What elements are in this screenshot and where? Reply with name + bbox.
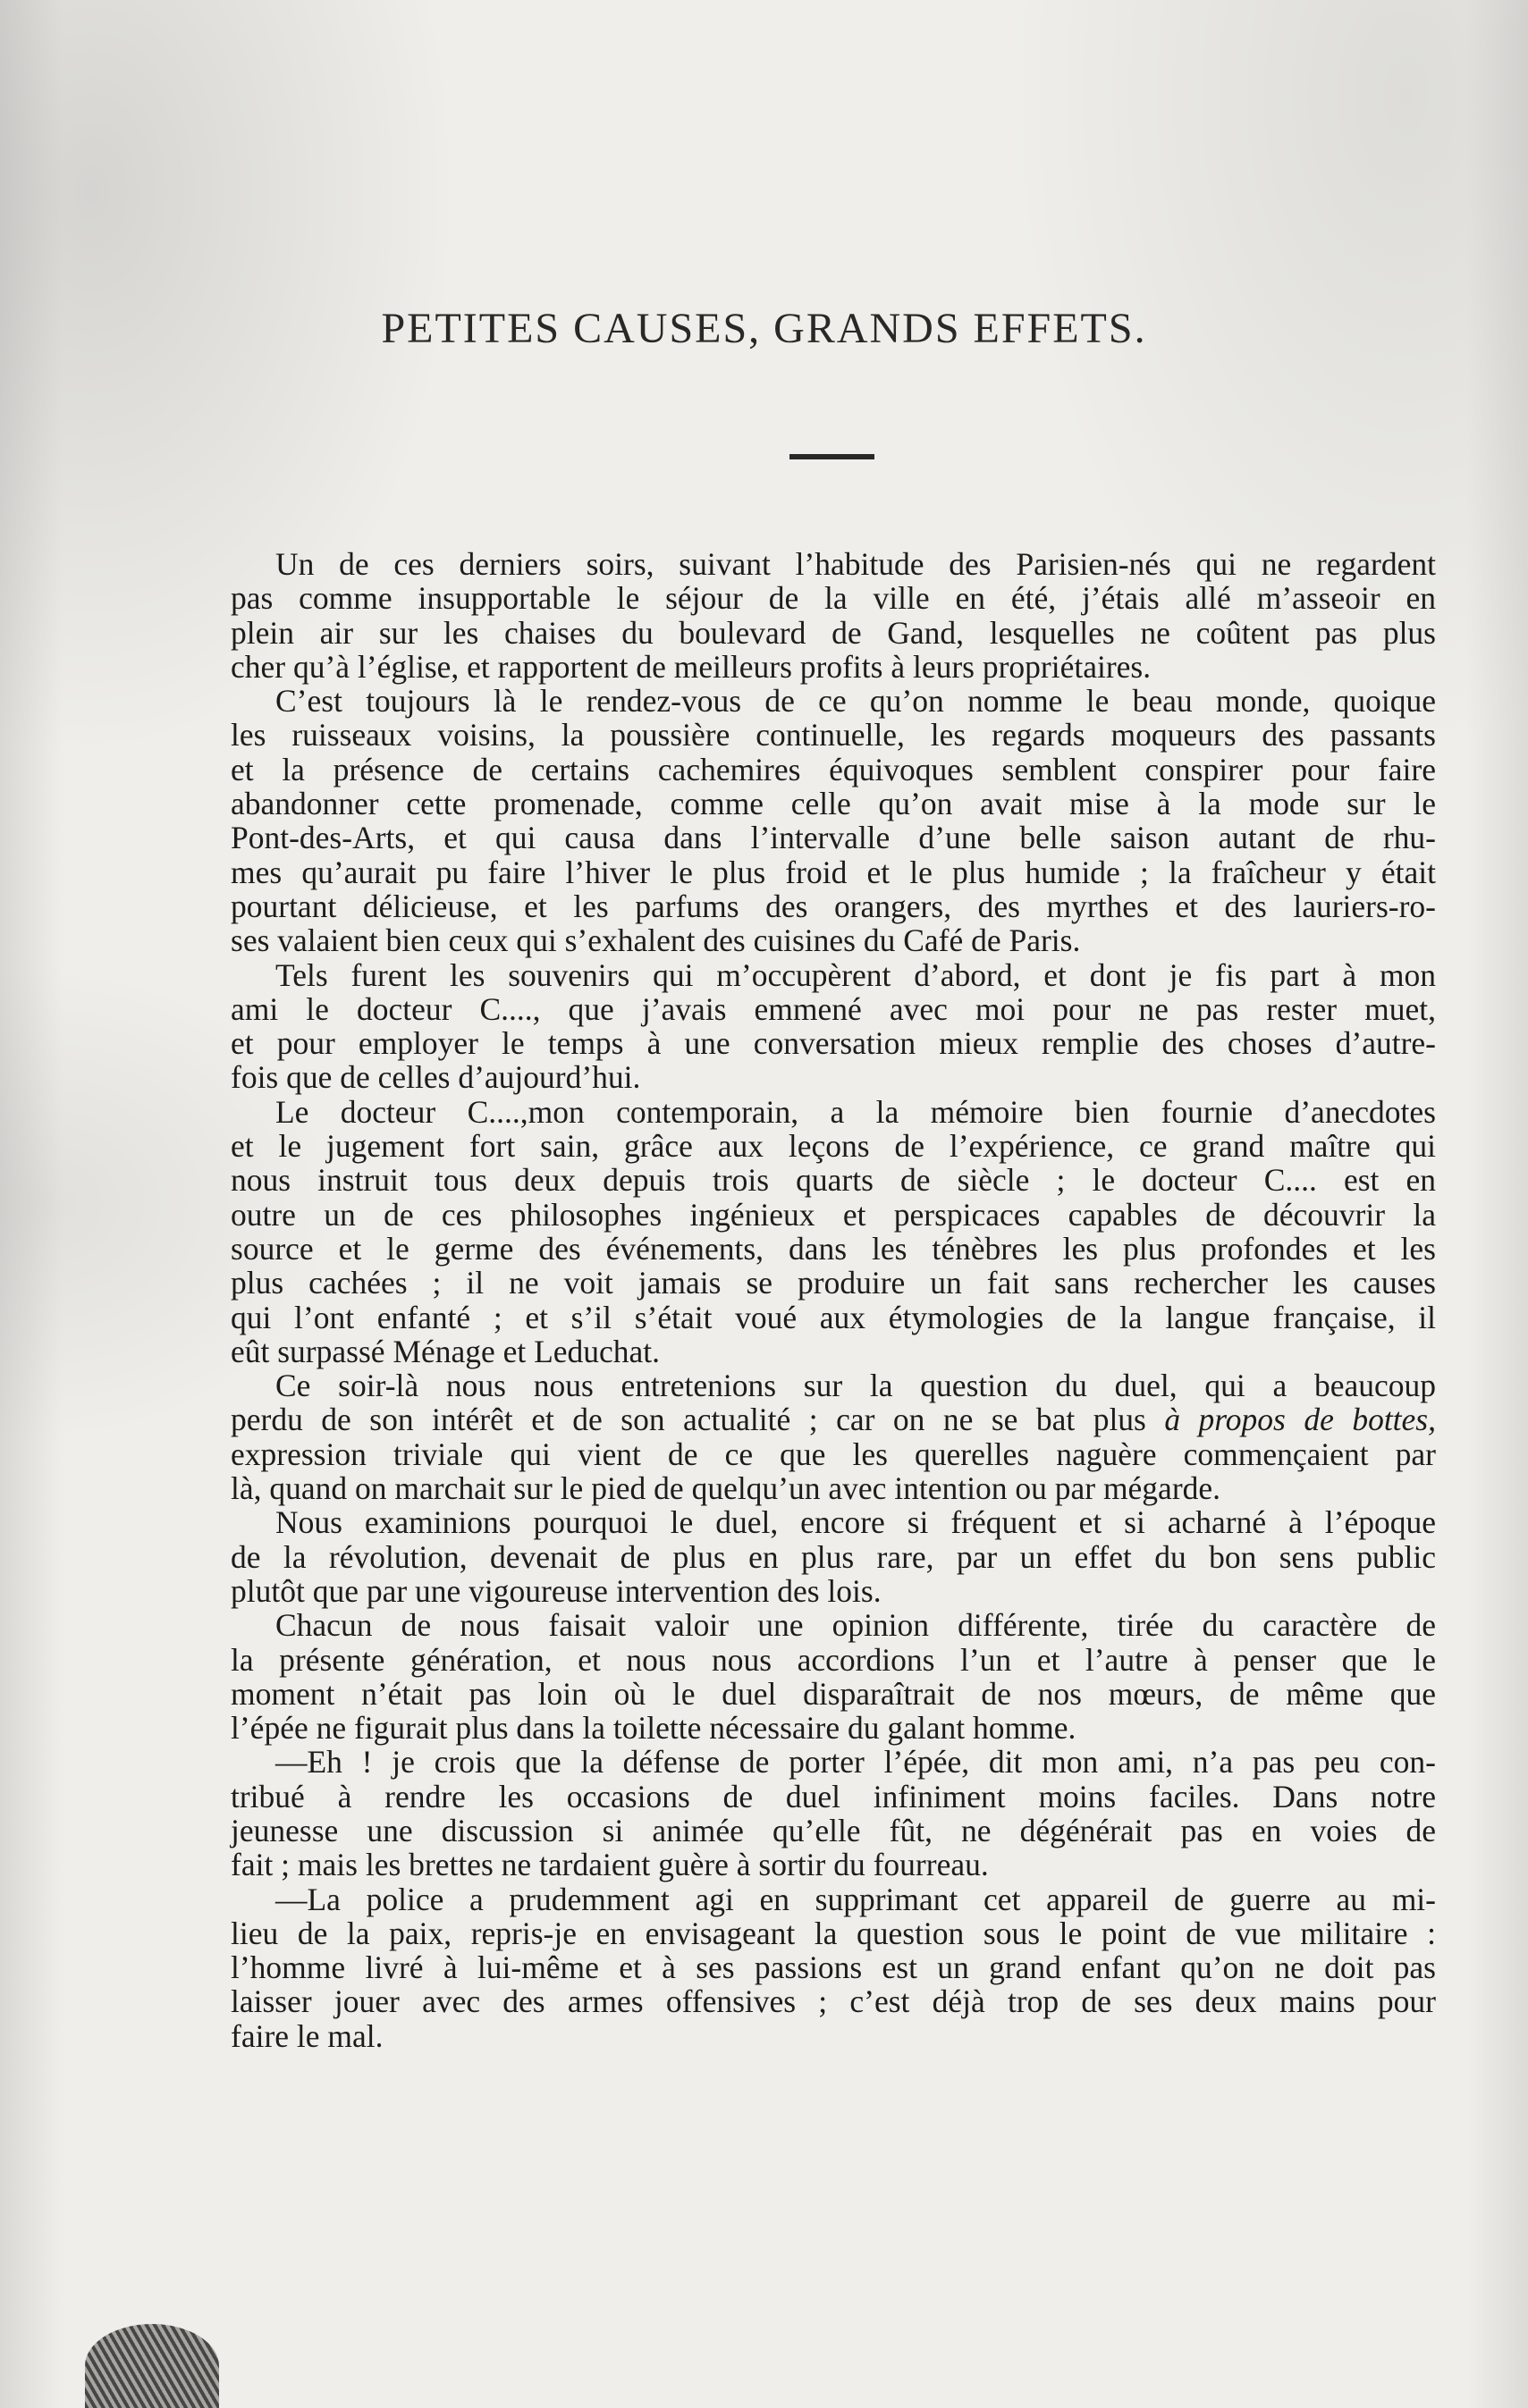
line-text: eût surpassé Ménage et Leduchat. (231, 1333, 661, 1369)
text-line (231, 855, 1436, 889)
line-text: lieu de la paix, repris-je en envisageant la question sous le point de vue militaire : (231, 1915, 1436, 1951)
line-text: C’est toujours là le rendez-vous de ce qu’on nomme le beau monde, quoique (275, 683, 1436, 720)
text-line (231, 1540, 1436, 1574)
line-text: Chacun de nous faisait valoir une opinion différente, tirée du caractère de (275, 1607, 1436, 1644)
text-line (231, 1026, 1436, 1060)
line-text: cher qu’à l’église, et rapportent de meilleurs profits à leurs propriétaires. (231, 648, 1152, 685)
line-text: source et le germe des événements, dans les ténèbres les plus profondes et les (231, 1230, 1436, 1267)
text-line (231, 1095, 1436, 1129)
line-text: perdu de son intérêt et de son actualité ; car on ne se bat plus (231, 1402, 1165, 1438)
line-text: outre un de ces philosophes ingénieux et perspicaces capables de découvrir la (231, 1196, 1436, 1233)
line-text: la présente génération, et nous nous accordions l’un et l’autre à penser que le (231, 1641, 1436, 1678)
line-text: Nous examinions pourquoi le duel, encore si fréquent et si acharné à l’époque (275, 1504, 1436, 1541)
text-line (231, 1129, 1436, 1163)
text-line (231, 1437, 1436, 1471)
text-line (231, 1608, 1436, 1642)
text-line (231, 1745, 1436, 1779)
text-line (231, 753, 1436, 787)
line-text: Le docteur C....,mon contemporain, a la mémoire bien fournie d’anecdotes (275, 1093, 1436, 1130)
text-line (231, 1505, 1436, 1539)
line-text: et la présence de certains cachemires équivoques semblent conspirer pour faire (231, 751, 1436, 787)
line-text: l’homme livré à lui-même et à ses passions est un grand enfant qu’on ne doit pas (231, 1949, 1436, 1986)
italic-phrase: à propos de bottes, (1164, 1402, 1436, 1438)
line-text: qui l’ont enfanté ; et s’il s’était voué aux étymologies de la langue française, il (231, 1299, 1436, 1335)
text-line (231, 1198, 1436, 1232)
line-text: de la révolution, devenait de plus en plus rare, par un effet du bon sens public (231, 1538, 1436, 1575)
text-line (231, 1780, 1436, 1814)
text-line (231, 684, 1436, 718)
text-line (231, 718, 1436, 752)
text-line (231, 1368, 1436, 1402)
binding-stain (85, 2324, 219, 2408)
text-line (231, 1402, 1436, 1436)
text-line (231, 581, 1436, 615)
line-text: les ruisseaux voisins, la poussière continuelle, les regards moqueurs des passants (231, 717, 1436, 754)
text-line (231, 616, 1436, 650)
line-text: expression triviale qui vient de ce que les querelles naguère commençaient par (231, 1436, 1436, 1472)
text-line (231, 1266, 1436, 1300)
text-line (231, 787, 1436, 821)
line-text: nous instruit tous deux depuis trois quarts de siècle ; le docteur C.... est en (231, 1162, 1436, 1199)
line-text: et le jugement fort sain, grâce aux leçons de l’expérience, ce grand maître qui (231, 1128, 1436, 1165)
line-text: pas comme insupportable le séjour de la ville en été, j’étais allé m’asseoir en (231, 580, 1436, 617)
text-line (231, 1643, 1436, 1677)
text-line (231, 1677, 1436, 1711)
text-line (231, 1882, 1436, 1916)
text-line (231, 1984, 1436, 2018)
line-text: laisser jouer avec des armes offensives ; c’est déjà trop de ses deux mains pour (231, 1983, 1436, 2020)
text-line (231, 1060, 1436, 1094)
line-text: ses valaient bien ceux qui s’exhalent des cuisines du Café de Paris. (231, 922, 1081, 959)
page-title: PETITES CAUSES, GRANDS EFFETS. (381, 305, 1147, 352)
line-text: jeunesse une discussion si animée qu’elle fût, ne dégénérait pas en voies de (231, 1812, 1436, 1848)
line-text: pourtant délicieuse, et les parfums des orangers, des myrthes et des lauriers-ro- (231, 888, 1436, 924)
text-line (231, 1471, 1436, 1505)
line-text: plus cachées ; il ne voit jamais se produire un fait sans rechercher les causes (231, 1265, 1436, 1301)
title-divider (789, 454, 874, 459)
line-text: moment n’était pas loin où le duel disparaîtrait de nos mœurs, de même que (231, 1675, 1436, 1712)
line-text: l’épée ne figurait plus dans la toilette nécessaire du galant homme. (231, 1710, 1076, 1747)
text-line (231, 1232, 1436, 1266)
text-line (231, 1711, 1436, 1745)
text-line (231, 923, 1436, 957)
line-text: Pont-des-Arts, et qui causa dans l’intervalle d’une belle saison autant de rhu- (231, 820, 1436, 856)
line-text: ami le docteur C...., que j’avais emmené avec moi pour ne pas rester muet, (231, 990, 1436, 1027)
text-line (231, 1916, 1436, 1950)
text-line (231, 1163, 1436, 1197)
line-text: fois que de celles d’aujourd’hui. (231, 1059, 641, 1096)
line-text: plutôt que par une vigoureuse intervention des lois. (231, 1572, 882, 1609)
line-text: Ce soir-là nous nous entretenions sur la question du duel, qui a beaucoup (275, 1368, 1436, 1404)
line-text: faire le mal. (231, 2017, 384, 2054)
text-line (231, 547, 1436, 581)
line-text: là, quand on marchait sur le pied de quelqu’un avec intention ou par mégarde. (231, 1470, 1221, 1507)
line-text: tribué à rendre les occasions de duel infiniment moins faciles. Dans notre (231, 1778, 1436, 1814)
text-line (231, 992, 1436, 1026)
line-text: plein air sur les chaises du boulevard de Gand, lesquelles ne coûtent pas plus (231, 614, 1436, 651)
line-text: —La police a prudemment agi en supprimant cet appareil de guerre au mi- (275, 1881, 1436, 1917)
line-text: mes qu’aurait pu faire l’hiver le plus froid et le plus humide ; la fraîcheur y était (231, 854, 1436, 890)
text-line (231, 1950, 1436, 1984)
text-line (231, 958, 1436, 992)
text-line (231, 650, 1436, 684)
text-line (231, 821, 1436, 855)
text-line (231, 1848, 1436, 1882)
line-text: abandonner cette promenade, comme celle qu’on avait mise à la mode sur le (231, 786, 1436, 822)
text-line (231, 889, 1436, 923)
article-body (231, 547, 1436, 2053)
line-text: —Eh ! je crois que la défense de porter l’épée, dit mon ami, n’a pas peu con- (275, 1744, 1436, 1781)
line-text: Tels furent les souvenirs qui m’occupèrent d’abord, et dont je fis part à mon (275, 956, 1436, 993)
line-text: Un de ces derniers soirs, suivant l’habitude des Parisien-nés qui ne regardent (275, 546, 1436, 582)
line-text: fait ; mais les brettes ne tardaient guère à sortir du fourreau. (231, 1847, 989, 1883)
text-line (231, 1814, 1436, 1848)
text-line (231, 1335, 1436, 1368)
line-text: et pour employer le temps à une conversation mieux remplie des choses d’autre- (231, 1025, 1436, 1062)
text-line (231, 1574, 1436, 1608)
text-line (231, 1301, 1436, 1335)
text-line (231, 2019, 1436, 2053)
